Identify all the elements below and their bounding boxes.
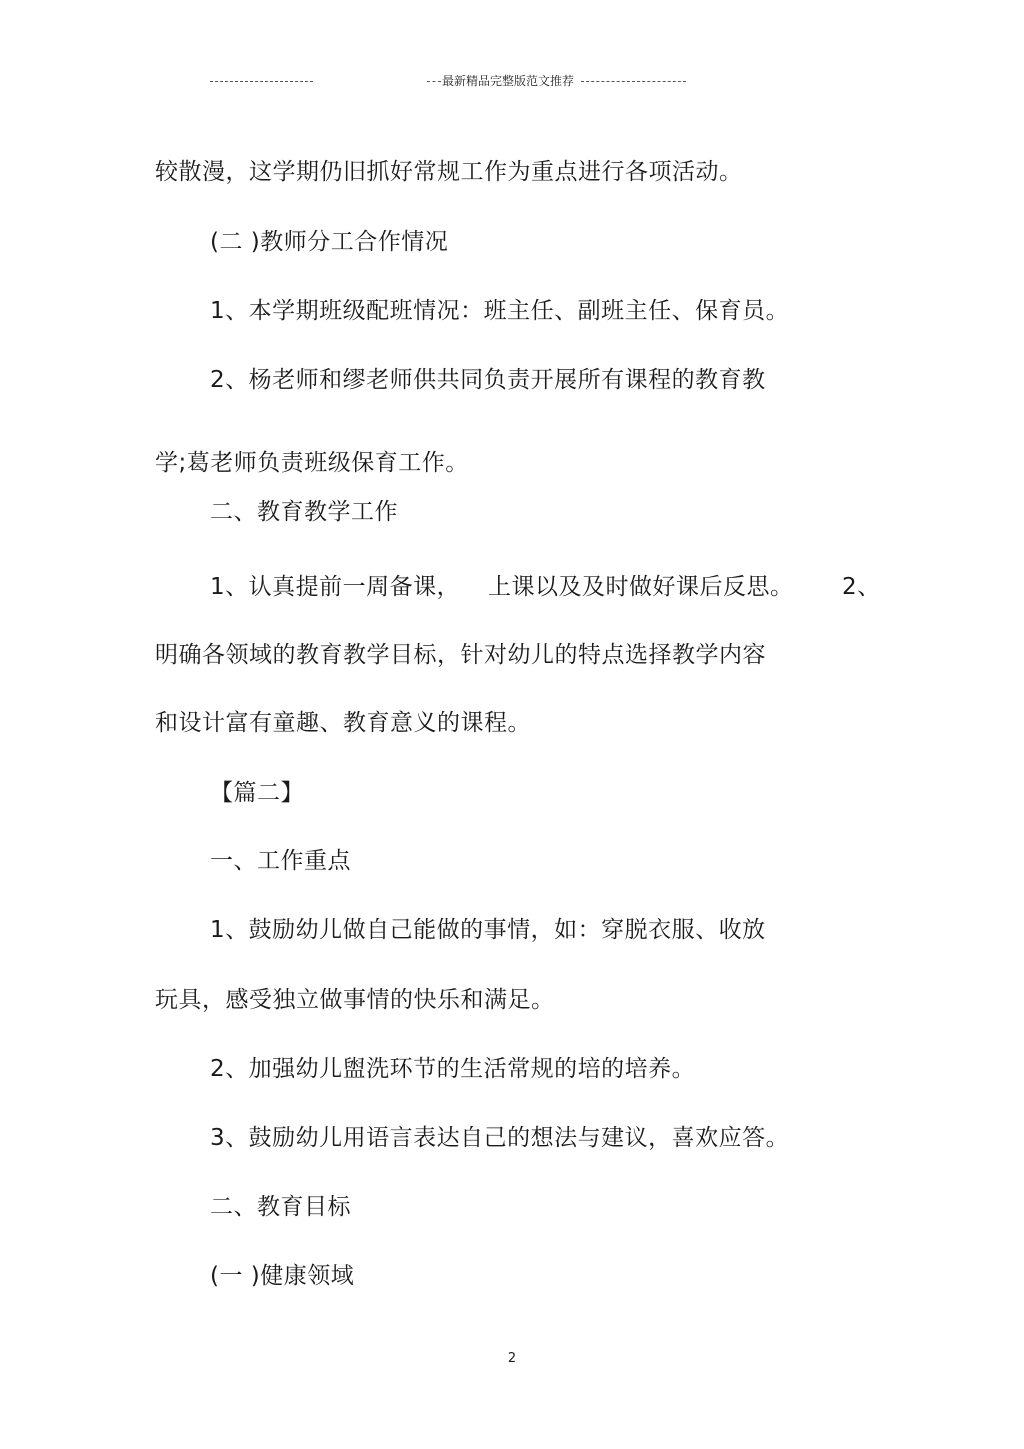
paragraph-line: 明确各领域的教育教学目标，针对幼儿的特点选择教学内容	[155, 642, 766, 668]
page-header	[0, 72, 1024, 92]
section-subheading: (二 )教师分工合作情况	[210, 229, 449, 255]
header-dashed-line-left	[210, 81, 313, 82]
header-title: 最新精品完整版范文推荐	[442, 74, 575, 88]
header-dashed-line-short	[427, 81, 441, 82]
paragraph-line: 2、加强幼儿盥洗环节的生活常规的培的培养。	[210, 1056, 696, 1082]
section-subheading: (一 )健康领域	[210, 1263, 355, 1289]
paragraph-line: 玩具，感受独立做事情的快乐和满足。	[155, 987, 555, 1013]
section-heading: 二、教育目标	[210, 1194, 351, 1220]
page-number: 2	[507, 1351, 517, 1366]
section-heading: 一、工作重点	[210, 848, 351, 874]
paragraph-line: 较散漫，这学期仍旧抓好常规工作为重点进行各项活动。	[155, 159, 743, 185]
paragraph-line: 学;葛老师负责班级保育工作。	[155, 450, 469, 476]
paragraph-line: 1、鼓励幼儿做自己能做的事情，如：穿脱衣服、收放	[210, 917, 766, 943]
header-dashed-line-right	[581, 81, 686, 82]
paragraph-line: 1、认真提前一周备课，	[210, 574, 461, 600]
section-heading: 二、教育教学工作	[210, 499, 398, 525]
paragraph-line: 和设计富有童趣、教育意义的课程。	[155, 710, 531, 736]
paragraph-line: 2、	[842, 574, 881, 600]
paragraph-line: 3、鼓励幼儿用语言表达自己的想法与建议，喜欢应答。	[210, 1125, 790, 1151]
paragraph-line: 上课以及及时做好课后反思。	[488, 574, 794, 600]
paragraph-line: 1、本学期班级配班情况：班主任、副班主任、保育员。	[210, 298, 790, 324]
part-heading: 【篇二】	[210, 780, 304, 806]
paragraph-line: 2、杨老师和缪老师供共同负责开展所有课程的教育教	[210, 367, 766, 393]
